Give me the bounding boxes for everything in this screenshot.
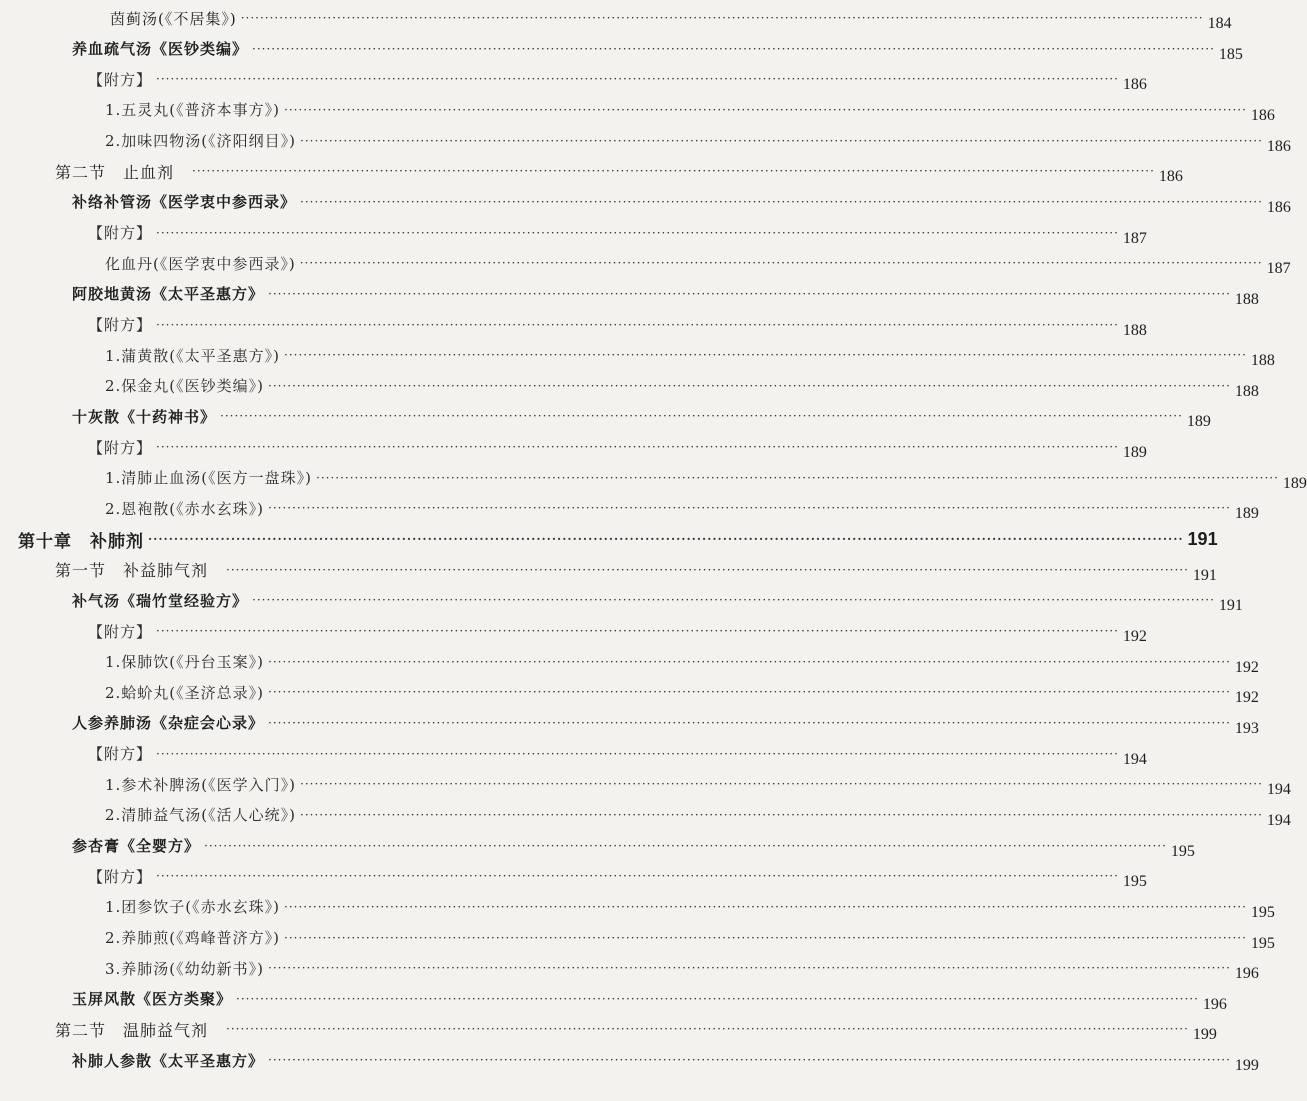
page-number: 196 [1202, 995, 1227, 1013]
entry-title: 参杏膏《全婴方》 [72, 837, 201, 856]
leader-dots: ········································································································································································································ [300, 133, 1263, 148]
page-number: 186 [1250, 106, 1275, 124]
toc-entry [0, 189, 1291, 216]
page-number: 196 [1234, 965, 1259, 983]
page-number: 191 [1218, 597, 1243, 615]
entry-title: 补络补管汤《医学衷中参西录》 [72, 193, 297, 212]
leader-dots: ········································································································································································································ [252, 41, 1215, 56]
entry-title: 第一节 补益肺气剂 [55, 561, 209, 581]
entry-title: 【附方】 [88, 224, 153, 243]
toc-entry [0, 250, 1291, 278]
leader-dots: ········································································································································································································ [284, 348, 1247, 363]
page-number: 192 [1234, 689, 1259, 707]
leader-dots: ········································································································································································································ [204, 838, 1167, 853]
toc-entry [0, 220, 1147, 247]
page-number: 189 [1282, 474, 1307, 492]
leader-dots: ········································································································································································································ [226, 1022, 1189, 1037]
leader-dots: ········································································································································································································ [156, 317, 1119, 332]
toc-entry [0, 587, 1243, 615]
toc-entry [0, 97, 1275, 124]
page-number: 189 [1234, 505, 1259, 523]
page-number: 188 [1122, 321, 1147, 339]
entry-title: 养血疏气汤《医钞类编》 [72, 40, 249, 59]
entry-title: 第十章 补肺剂 [18, 531, 144, 552]
entry-title: 1.参术补脾汤(《医学入门》) [105, 775, 297, 794]
leader-dots: ········································································································································································································ [299, 256, 1263, 271]
page-number: 187 [1266, 260, 1291, 278]
page-number: 186 [1122, 76, 1147, 94]
page-number: 192 [1234, 658, 1259, 676]
toc-entry [0, 649, 1259, 676]
page-number: 186 [1158, 168, 1183, 186]
toc-entry [0, 833, 1195, 860]
page-number: 191 [1187, 528, 1218, 549]
entry-title: 【附方】 [88, 867, 153, 886]
page-number: 195 [1250, 934, 1275, 952]
page-number: 195 [1170, 842, 1195, 860]
page-number: 194 [1266, 811, 1291, 829]
page-number: 185 [1218, 45, 1243, 63]
page-number: 188 [1250, 352, 1275, 370]
toc-entry [0, 66, 1147, 94]
entry-title: 2.蛤蚧丸(《圣济总录》) [105, 683, 265, 702]
toc-entry [0, 986, 1227, 1013]
page-number: 188 [1234, 290, 1259, 308]
page-number: 186 [1266, 137, 1291, 155]
toc-entry [0, 802, 1291, 829]
toc-entry [0, 618, 1147, 645]
entry-title: 2.养肺煎(《鸡峰普济方》) [105, 929, 281, 947]
entry-title: 人参养肺汤《杂症会心录》 [72, 714, 265, 733]
toc-entry [0, 710, 1259, 737]
leader-dots: ········································································································································································································ [240, 11, 1204, 25]
leader-dots: ········································································································································································································ [268, 1053, 1231, 1068]
leader-dots: ········································································································································································································ [156, 746, 1119, 761]
entry-title: 1.五灵丸(《普济本事方》) [105, 101, 281, 120]
toc-chapter-entry [0, 526, 1218, 552]
toc-entry [0, 863, 1147, 891]
leader-dots: ········································································································································································································ [156, 624, 1119, 638]
entry-title: 1.团参饮子(《赤水玄珠》) [105, 898, 281, 917]
page-number: 186 [1266, 198, 1291, 216]
entry-title: 补气汤《瑞竹堂经验方》 [72, 591, 249, 610]
leader-dots: ········································································································································································································ [156, 869, 1119, 884]
entry-title: 2.清肺益气汤(《活人心统》) [105, 806, 297, 825]
page-number: 195 [1122, 873, 1147, 891]
leader-dots: ········································································································································································································ [284, 930, 1247, 945]
toc-entry [0, 434, 1147, 462]
entry-title: 2.加味四物汤(《济阳纲目》) [105, 132, 297, 151]
leader-dots: ········································································································································································································ [156, 72, 1119, 87]
toc-entry [0, 342, 1275, 370]
leader-dots: ········································································································································································································ [268, 501, 1231, 516]
entry-title: 2.恩袍散(《赤水玄珠》) [105, 499, 265, 518]
toc-entry [0, 679, 1259, 707]
entry-title: 【附方】 [88, 70, 153, 89]
leader-dots: ········································································································································································································ [268, 715, 1231, 730]
toc-entry [0, 955, 1259, 983]
entry-title: 化血丹(《医学衷中参西录》) [105, 254, 296, 273]
toc-entry [0, 495, 1259, 523]
toc-entry [0, 281, 1259, 308]
leader-dots: ········································································································································································································ [148, 532, 1184, 547]
leader-dots: ········································································································································································································ [300, 807, 1263, 822]
entry-title: 第二节 温肺益气剂 [55, 1020, 209, 1040]
page-number: 199 [1234, 1057, 1259, 1075]
toc-entry [0, 465, 1307, 492]
leader-dots: ········································································································································································································ [192, 164, 1155, 179]
entry-title: 补肺人参散《太平圣惠方》 [72, 1051, 265, 1070]
leader-dots: ········································································································································································································ [268, 286, 1231, 301]
entry-title: 【附方】 [88, 438, 153, 457]
toc-section-entry [0, 1016, 1217, 1044]
entry-title: 【附方】 [88, 316, 153, 334]
page-number: 189 [1122, 444, 1147, 462]
leader-dots: ········································································································································································································ [284, 899, 1247, 914]
page-number: 194 [1266, 781, 1291, 799]
toc-entry [0, 128, 1291, 155]
page-number: 184 [1207, 15, 1232, 32]
leader-dots: ········································································································································································································ [316, 470, 1279, 485]
leader-dots: ········································································································································································································ [268, 378, 1231, 393]
toc-section-entry [0, 557, 1217, 584]
leader-dots: ········································································································································································································ [268, 685, 1231, 700]
leader-dots: ········································································································································································································ [220, 409, 1183, 424]
entry-title: 阿胶地黄汤《太平圣惠方》 [72, 285, 265, 304]
toc-entry [0, 925, 1275, 952]
toc-entry [0, 771, 1291, 799]
toc-entry [0, 312, 1147, 339]
leader-dots: ········································································································································································································ [268, 654, 1231, 669]
leader-dots: ········································································································································································································ [300, 194, 1263, 209]
leader-dots: ········································································································································································································ [268, 961, 1231, 976]
leader-dots: ········································································································································································································ [236, 991, 1199, 1006]
entry-title: 茵蓟汤(《不居集》) [110, 9, 237, 28]
entry-title: 十灰散《十药神书》 [72, 407, 217, 426]
toc-entry [0, 1047, 1259, 1075]
toc-entry [0, 5, 1232, 32]
entry-title: 2.保金丸(《医钞类编》) [105, 377, 265, 396]
leader-dots: ········································································································································································································ [226, 562, 1189, 577]
leader-dots: ········································································································································································································ [156, 440, 1119, 455]
toc-entry [0, 894, 1275, 921]
leader-dots: ········································································································································································································ [284, 102, 1247, 117]
toc-entry [0, 741, 1147, 768]
entry-title: 【附方】 [88, 745, 153, 764]
toc-entry [0, 373, 1259, 400]
entry-title: 1.蒲黄散(《太平圣惠方》) [105, 346, 281, 365]
leader-dots: ········································································································································································································ [156, 225, 1119, 240]
page-number: 199 [1192, 1026, 1217, 1044]
page-number: 192 [1122, 628, 1147, 645]
leader-dots: ········································································································································································································ [252, 593, 1215, 608]
page-number: 194 [1122, 750, 1147, 768]
toc-entry [0, 36, 1243, 63]
entry-title: 【附方】 [88, 622, 153, 641]
page-number: 191 [1192, 566, 1217, 584]
entry-title: 第二节 止血剂 [55, 162, 175, 182]
page-number: 187 [1122, 229, 1147, 247]
entry-title: 1.保肺饮(《丹台玉案》) [105, 653, 265, 672]
toc-entry [0, 403, 1211, 431]
leader-dots: ········································································································································································································ [300, 777, 1263, 792]
toc-section-entry [0, 158, 1183, 186]
entry-title: 3.养肺汤(《幼幼新书》) [105, 959, 265, 978]
page-number: 195 [1250, 903, 1275, 921]
entry-title: 1.清肺止血汤(《医方一盘珠》) [105, 469, 313, 488]
page-number: 189 [1186, 413, 1211, 431]
entry-title: 玉屏风散《医方类聚》 [72, 990, 233, 1009]
page-number: 193 [1234, 719, 1259, 737]
page-number: 188 [1234, 382, 1259, 400]
